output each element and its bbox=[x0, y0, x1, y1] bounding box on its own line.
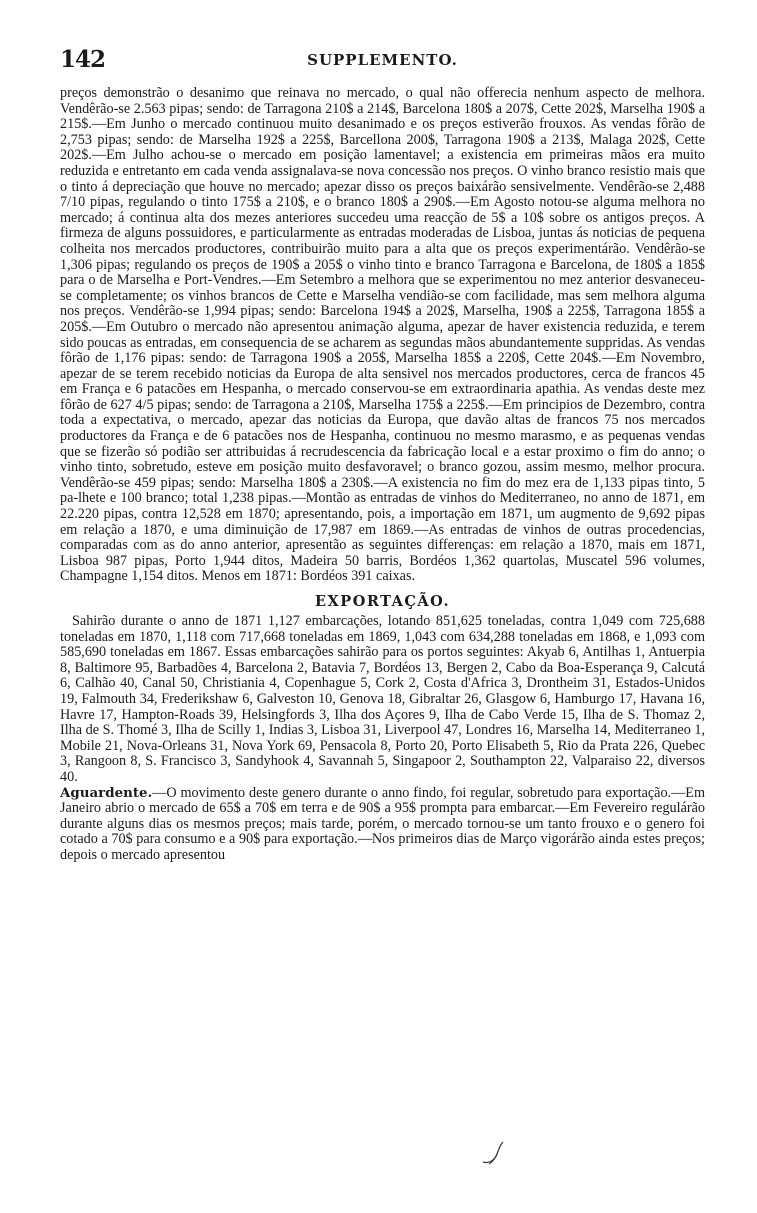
paragraph-aguardente-text: —O movimento deste genero durante o anno findo, foi regular, sobretudo para exportação.—Em Janeiro abrio o mercado de 65$ a 70$ em terra e de 90$ a 95$ prompta para embarcar.—Em Fevereiro regulárão durante alguns dias os mesmos preços; mais tarde, porém, o mercado tornou-se um tanto frouxo e o genero foi cotado a 70$ para consumo e a 90$ para exportação.—Nos primeiros dias de Março vigorárão ainda estes preços; depois o mercado apresentou bbox=[60, 784, 705, 863]
lead-term-aguardente: Aguardente. bbox=[60, 784, 153, 801]
page-header bbox=[60, 46, 705, 86]
document-page bbox=[60, 46, 705, 864]
handwritten-mark-icon bbox=[479, 1138, 509, 1168]
page-number: 142 bbox=[60, 46, 106, 73]
running-head: SUPPLEMENTO. bbox=[307, 51, 458, 69]
paragraph-exportacao: Sahirão durante o anno de 1871 1,127 embarcações, lotando 851,625 toneladas, contra 1,049 com 725,688 toneladas em 1870, 1,118 com 717,668 toneladas em 1869, 1,043 com 634,288 toneladas em 1868, e 1,093 com 585,690 toneladas em 1867. Essas embarcações sahirão para os portos seguintes: Akyab 6, Antilhas 1, Antuerpia 8, Baltimore 95, Barbadões 4, Barcelona 2, Batavia 7, Bordéos 13, Bergen 2, Cabo da Boa-Esperança 9, Calcutá 6, Calhão 40, Canal 50, Christiania 4, Copenhague 5, Cork 2, Costa d'Africa 3, Drontheim 31, Estados-Unidos 19, Falmouth 34, Frederikshaw 6, Galveston 10, Genova 18, Gibraltar 26, Glasgow 6, Hamburgo 17, Havana 16, Havre 17, Hampton-Roads 39, Helsingfords 3, Ilha dos Açores 9, Ilha de Cabo Verde 15, Ilha de S. Thomaz 2, Ilha de S. Thomé 3, Ilha de Scilly 1, Indias 3, Lisboa 31, Liverpool 47, Londres 16, Marselha 14, Mediterraneo 1, Mobile 21, Nova-Orleans 31, Nova York 69, Pensacola 8, Porto 20, Porto Elisabeth 5, Rio da Prata 226, Quebec 3, Rangoon 8, S. Francisco 3, Sandyhook 4, Savannah 5, Singapoor 2, Southampton 22, Valparaiso 22, diversos 40. bbox=[60, 613, 705, 785]
paragraph-aguardente bbox=[60, 786, 705, 864]
paragraph-wine-market: preços demonstrão o desanimo que reinava no mercado, o qual não offerecia nenhum aspecto de melhora. Vendêrão-se 2.563 pipas; sendo: de Tarragona 210$ a 214$, Barcelona 180$ a 207$, Cette 202$, Marselha 190$ a 215$.—Em Junho o mercado continuou muito desanimado e os preços estiverão frouxos. As vendas fôrão de 2,753 pipas; sendo: de Marselha 192$ a 225$, Barcellona 200$, Tarragona 190$ a 213$, Malaga 202$, Cette 202$.—Em Julho achou-se o mercado em posição lamentavel; a existencia em primeiras mãos era muito reduzida e entretanto em cada venda assignalava-se nova concessão nos preços. O vinho branco resistio mais que o tinto á depreciação que houve no mercado; apezar disso os preços baixárão sensivelmente. Vendêrão-se 2,488 7/10 pipas, regulando o tinto 175$ a 210$, e o branco 180$ a 290$.—Em Agosto notou-se alguma melhora no mercado; á continua alta dos mezes anteriores succedeu uma reacção de 5$ a 10$ sobre os antigos preços. A firmeza de alguns possuidores, e particularmente as entradas moderadas de Lisboa, juntas ás noticias de pequena colheita nos mercados productores, contribuirão muito para a alta que os preços experimentárão. Vendêrão-se 1,306 pipas; regulando os preços de 190$ a 205$ o vinho tinto e branco Tarragona e Barcelona, de 180$ a 185$ para o de Marselha e Port-Vendres.—Em Setembro a melhora que se experimentou no mez anterior desvaneceu-se completamente; os vinhos brancos de Cette e Marselha vendião-se com facilidade, mas sem melhora alguma nos preços. Vendêrão-se 1,994 pipas; sendo: Barcelona 194$ a 202$, Marselha, 190$ a 225$, Tarragona 185$ a 205$.—Em Outubro o mercado não apresentou animação alguma, apezar de haver existencia reduzida, e terem sido poucas as entradas, em consequencia de se acharem as segundas mãos abundantemente suppridas. As vendas fôrão de 1,176 pipas: sendo: de Tarragona 190$ a 205$, Marselha 185$ a 220$, Cette 204$.—Em Novembro, apezar de se terem recebido noticias da Europa de alta sensivel nos mercados productores, cerca de francos 45 em França e 6 patacões em Hespanha, o mercado conservou-se em extraordinaria apathia. As vendas deste mez fôrão de 627 4/5 pipas; sendo: de Tarragona a 210$, Marselha 175$ a 225$.—Em principios de Dezembro, contra toda a expectativa, o mercado, apezar das noticias da Europa, que davão altas de francos 75 nos mercados productores da França e de 6 patacões nos de Hespanha, continuou no mesmo marasmo, e as pequenas vendas que se fizerão só podião ser attribuidas á recrudescencia da fabricação local e a estar proximo o fim do anno; o vinho tinto, sobretudo, esteve em posição muito desfavoravel; o branco gozou, assim mesmo, melhor procura. Vendêrão-se 459 pipas; sendo: Marselha 180$ a 230$.—A existencia no fim do mez era de 1,133 pipas tinto, 5 pa-lhete e 100 branco; total 1,238 pipas.—Montão as entradas de vinhos do Mediterraneo, no anno de 1871, em 22.220 pipas, contra 12,528 em 1870; apresentando, pois, a importação em 1871, um augmento de 9,692 pipas em relação a 1870, e uma diminuição de 17,987 em 1869.—As entradas de vinhos de outras procedencias, comparadas com as do anno anterior, apresentão as seguintes differenças: em relação a 1870, mais em 1871, Lisboa 987 pipas, Porto 1,944 ditos, Madeira 50 barris, Bordéos 1,362 quartolas, Muscatel 596 volumes, Champagne 1,154 ditos. Menos em 1871: Bordéos 391 caixas. bbox=[60, 85, 705, 585]
section-title-exportacao: EXPORTAÇÃO. bbox=[315, 593, 450, 610]
